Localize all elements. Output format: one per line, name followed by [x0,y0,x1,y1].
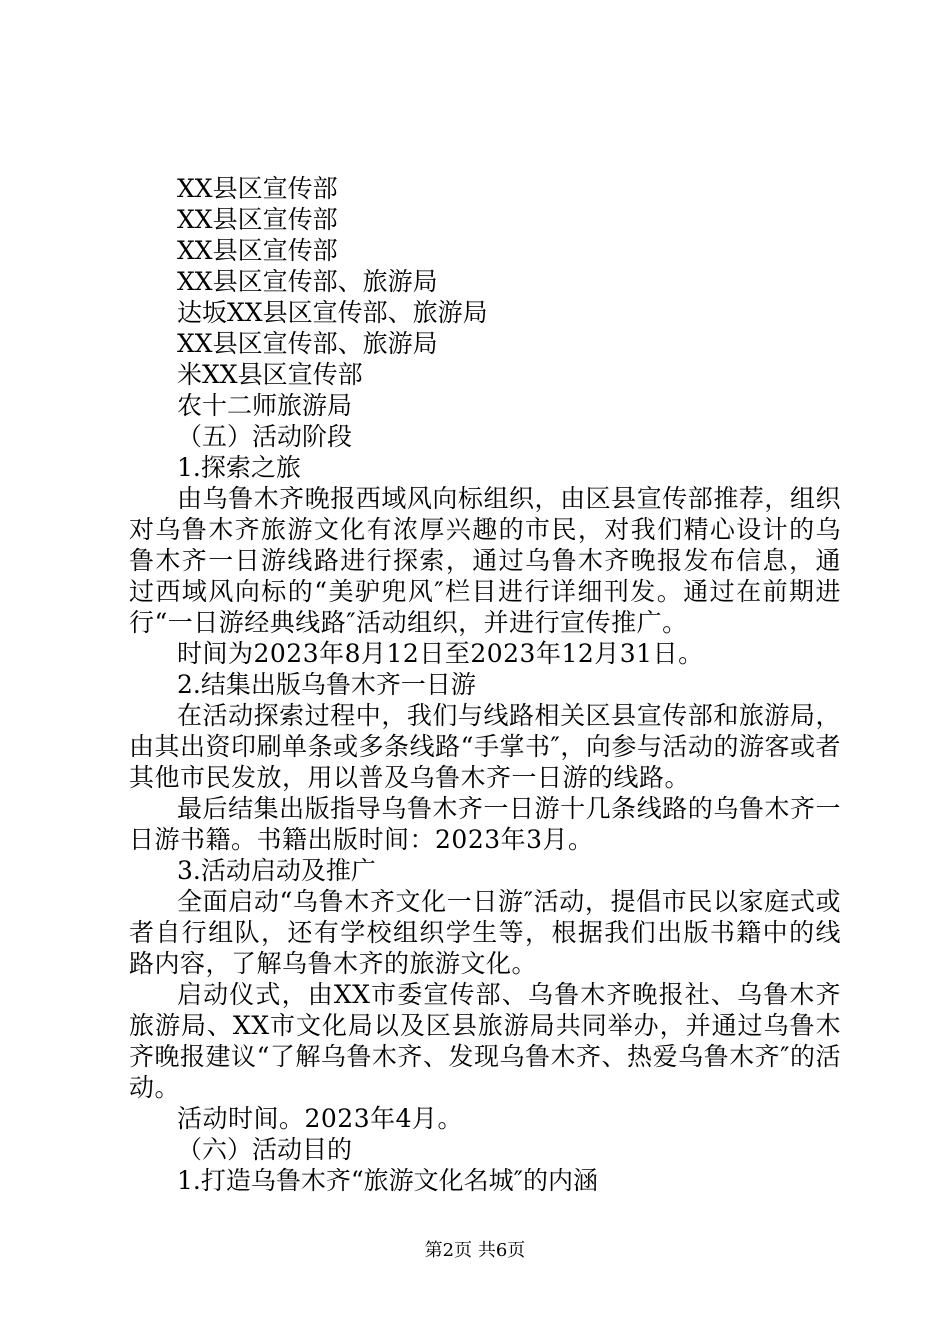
stage-1-time: 时间为2023年8月12日至2023年12月31日。 [177,639,704,668]
stage-3-paragraph-1: 全面启动“乌鲁木齐文化一日游″活动，提倡市民以家庭式或者自行组队，还有学校组织学生等，根据我们出版书籍中的线路内容，了解乌鲁木齐的旅游文化。 [129,887,841,978]
org-line-6: XX县区宣传部、旅游局 [177,329,438,358]
org-line-5: 达坂XX县区宣传部、旅游局 [177,298,488,327]
document-body [129,173,841,1196]
page-footer: 第2页 共6页 [424,1240,526,1261]
purpose-1-title: 1.打造乌鲁木齐“旅游文化名城″的内涵 [177,1166,598,1195]
stage-2-paragraph-1: 在活动探索过程中，我们与线路相关区县宣传部和旅游局，由其出资印刷单条或多条线路“手掌书″，向参与活动的游客或者其他市民发放，用以普及乌鲁木齐一日游的线路。 [129,701,841,792]
stage-3-paragraph-2: 启动仪式，由XX市委宣传部、乌鲁木齐晚报社、乌鲁木齐旅游局、XX市文化局以及区县旅游局共同举办，并通过乌鲁木齐晚报建议“了解乌鲁木齐、发现乌鲁木齐、热爱乌鲁木齐″的活动。 [129,980,841,1102]
stage-3-time: 活动时间。2023年4月。 [177,1104,464,1133]
org-line-4: XX县区宣传部、旅游局 [177,267,438,296]
org-line-7: 米XX县区宣传部 [177,360,363,389]
stage-1-paragraph: 由乌鲁木齐晚报西域风向标组织，由区县宣传部推荐，组织对乌鲁木齐旅游文化有浓厚兴趣的市民，对我们精心设计的乌鲁木齐一日游线路进行探索，通过乌鲁木齐晚报发布信息，通过西域风向标的“美驴兜风″栏目进行详细刊发。通过在前期进行“一日游经典线路″活动组织，并进行宣传推广。 [129,484,841,637]
section-heading-stages: （五）活动阶段 [177,422,353,451]
stage-3-title: 3.活动启动及推广 [177,856,376,885]
stage-2-paragraph-2: 最后结集出版指导乌鲁木齐一日游十几条线路的乌鲁木齐一日游书籍。书籍出版时间：2023年3月。 [129,794,841,854]
stage-2-title: 2.结集出版乌鲁木齐一日游 [177,670,476,699]
stage-1-title: 1.探索之旅 [177,453,301,482]
org-line-8: 农十二师旅游局 [177,391,353,420]
org-line-3: XX县区宣传部 [177,236,338,265]
org-line-2: XX县区宣传部 [177,205,338,234]
section-heading-purpose: （六）活动目的 [177,1135,353,1164]
org-line-1: XX县区宣传部 [177,174,338,203]
